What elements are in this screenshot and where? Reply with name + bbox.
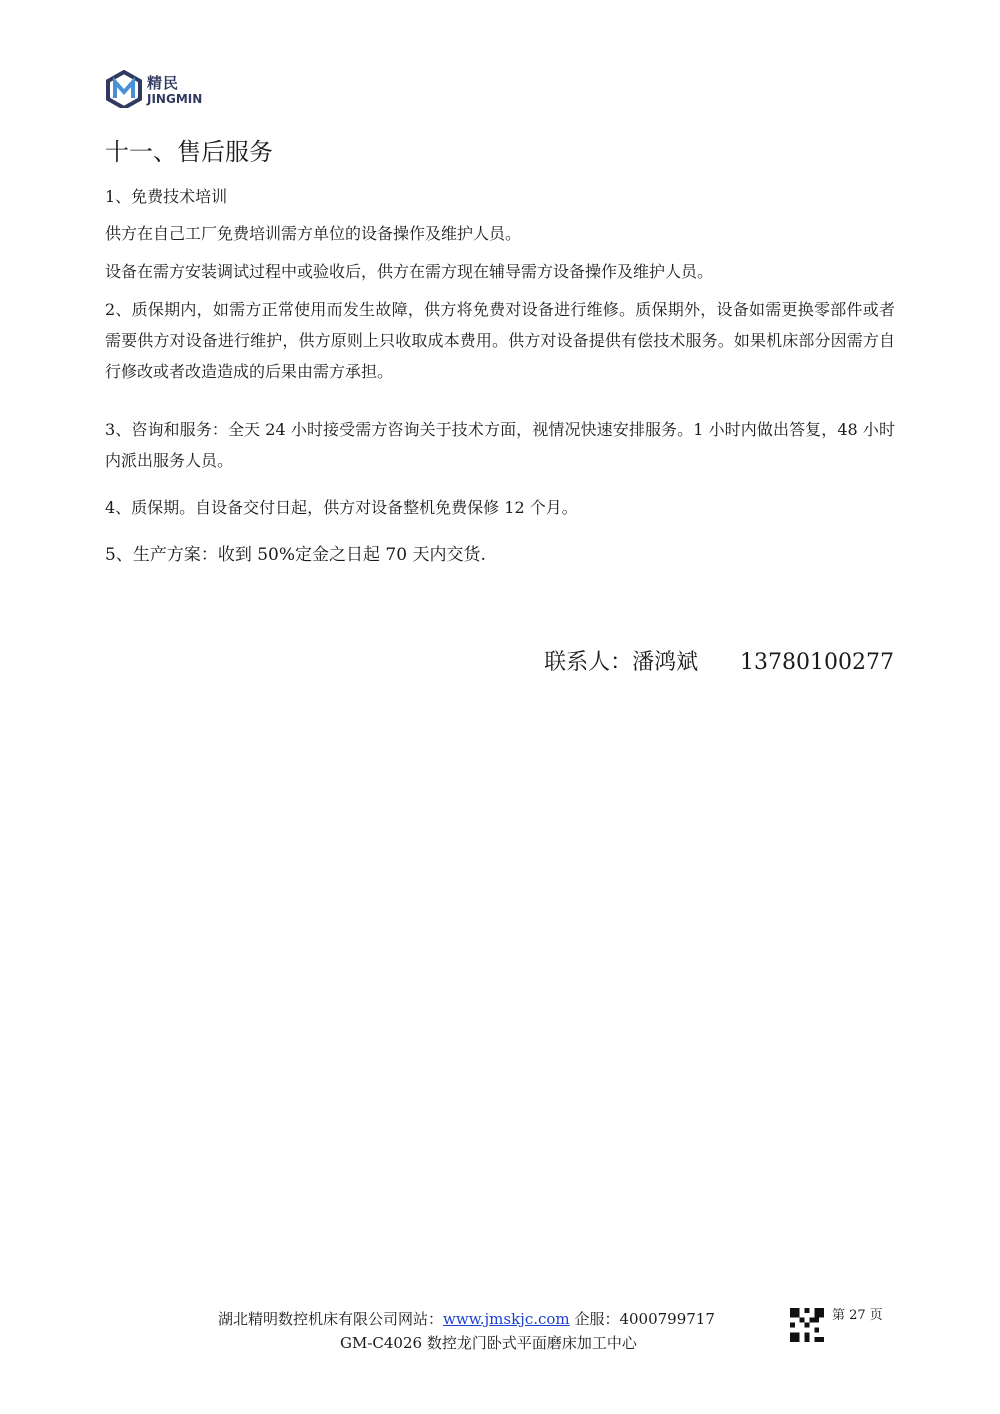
qr-code-icon <box>790 1308 824 1342</box>
paragraph-7: 5、生产方案：收到 50%定金之日起 70 天内交货. <box>105 545 486 565</box>
contact-line: 联系人：潘鸿斌 13780100277 <box>544 650 894 675</box>
footer-website-link[interactable]: www.jmskjc.com <box>443 1310 570 1328</box>
paragraph-3: 设备在需方安装调试过程中或验收后，供方在需方现在辅导需方设备操作及维护人员。 <box>105 262 714 281</box>
paragraph-5: 3、咨询和服务：全天 24 小时接受需方咨询关于技术方面，视情况快速安排服务。1 小时内做出答复，48 小时内派出服务人员。 <box>105 420 895 470</box>
logo-text-en: JINGMIN <box>147 92 203 106</box>
footer-service: 企服：4000799717 <box>569 1310 715 1328</box>
section-heading: 十一、售后服务 <box>105 138 273 166</box>
footer-company: 湖北精明数控机床有限公司网站： <box>218 1310 444 1328</box>
paragraph-2: 供方在自己工厂免费培训需方单位的设备操作及维护人员。 <box>105 224 522 243</box>
paragraph-6: 4、质保期。自设备交付日起，供方对设备整机免费保修 12 个月。 <box>105 498 578 517</box>
logo-mark-icon <box>105 70 143 108</box>
paragraph-1: 1、免费技术培训 <box>105 187 228 206</box>
page-number: 第 27 页 <box>832 1308 883 1323</box>
footer-company-line <box>218 1308 715 1329</box>
paragraph-4: 2、质保期内，如需方正常使用而发生故障，供方将免费对设备进行维修。质保期外，设备如需更换零部件或者需要供方对设备进行维护，供方原则上只收取成本费用。供方对设备提供有偿技术服务。如果机床部分因需方自行修改或者改造造成的后果由需方承担。 <box>105 300 895 381</box>
logo-text-cn: 精民 <box>147 74 180 92</box>
footer-product: GM-C4026 数控龙门卧式平面磨床加工中心 <box>340 1334 637 1352</box>
company-logo <box>105 70 225 112</box>
